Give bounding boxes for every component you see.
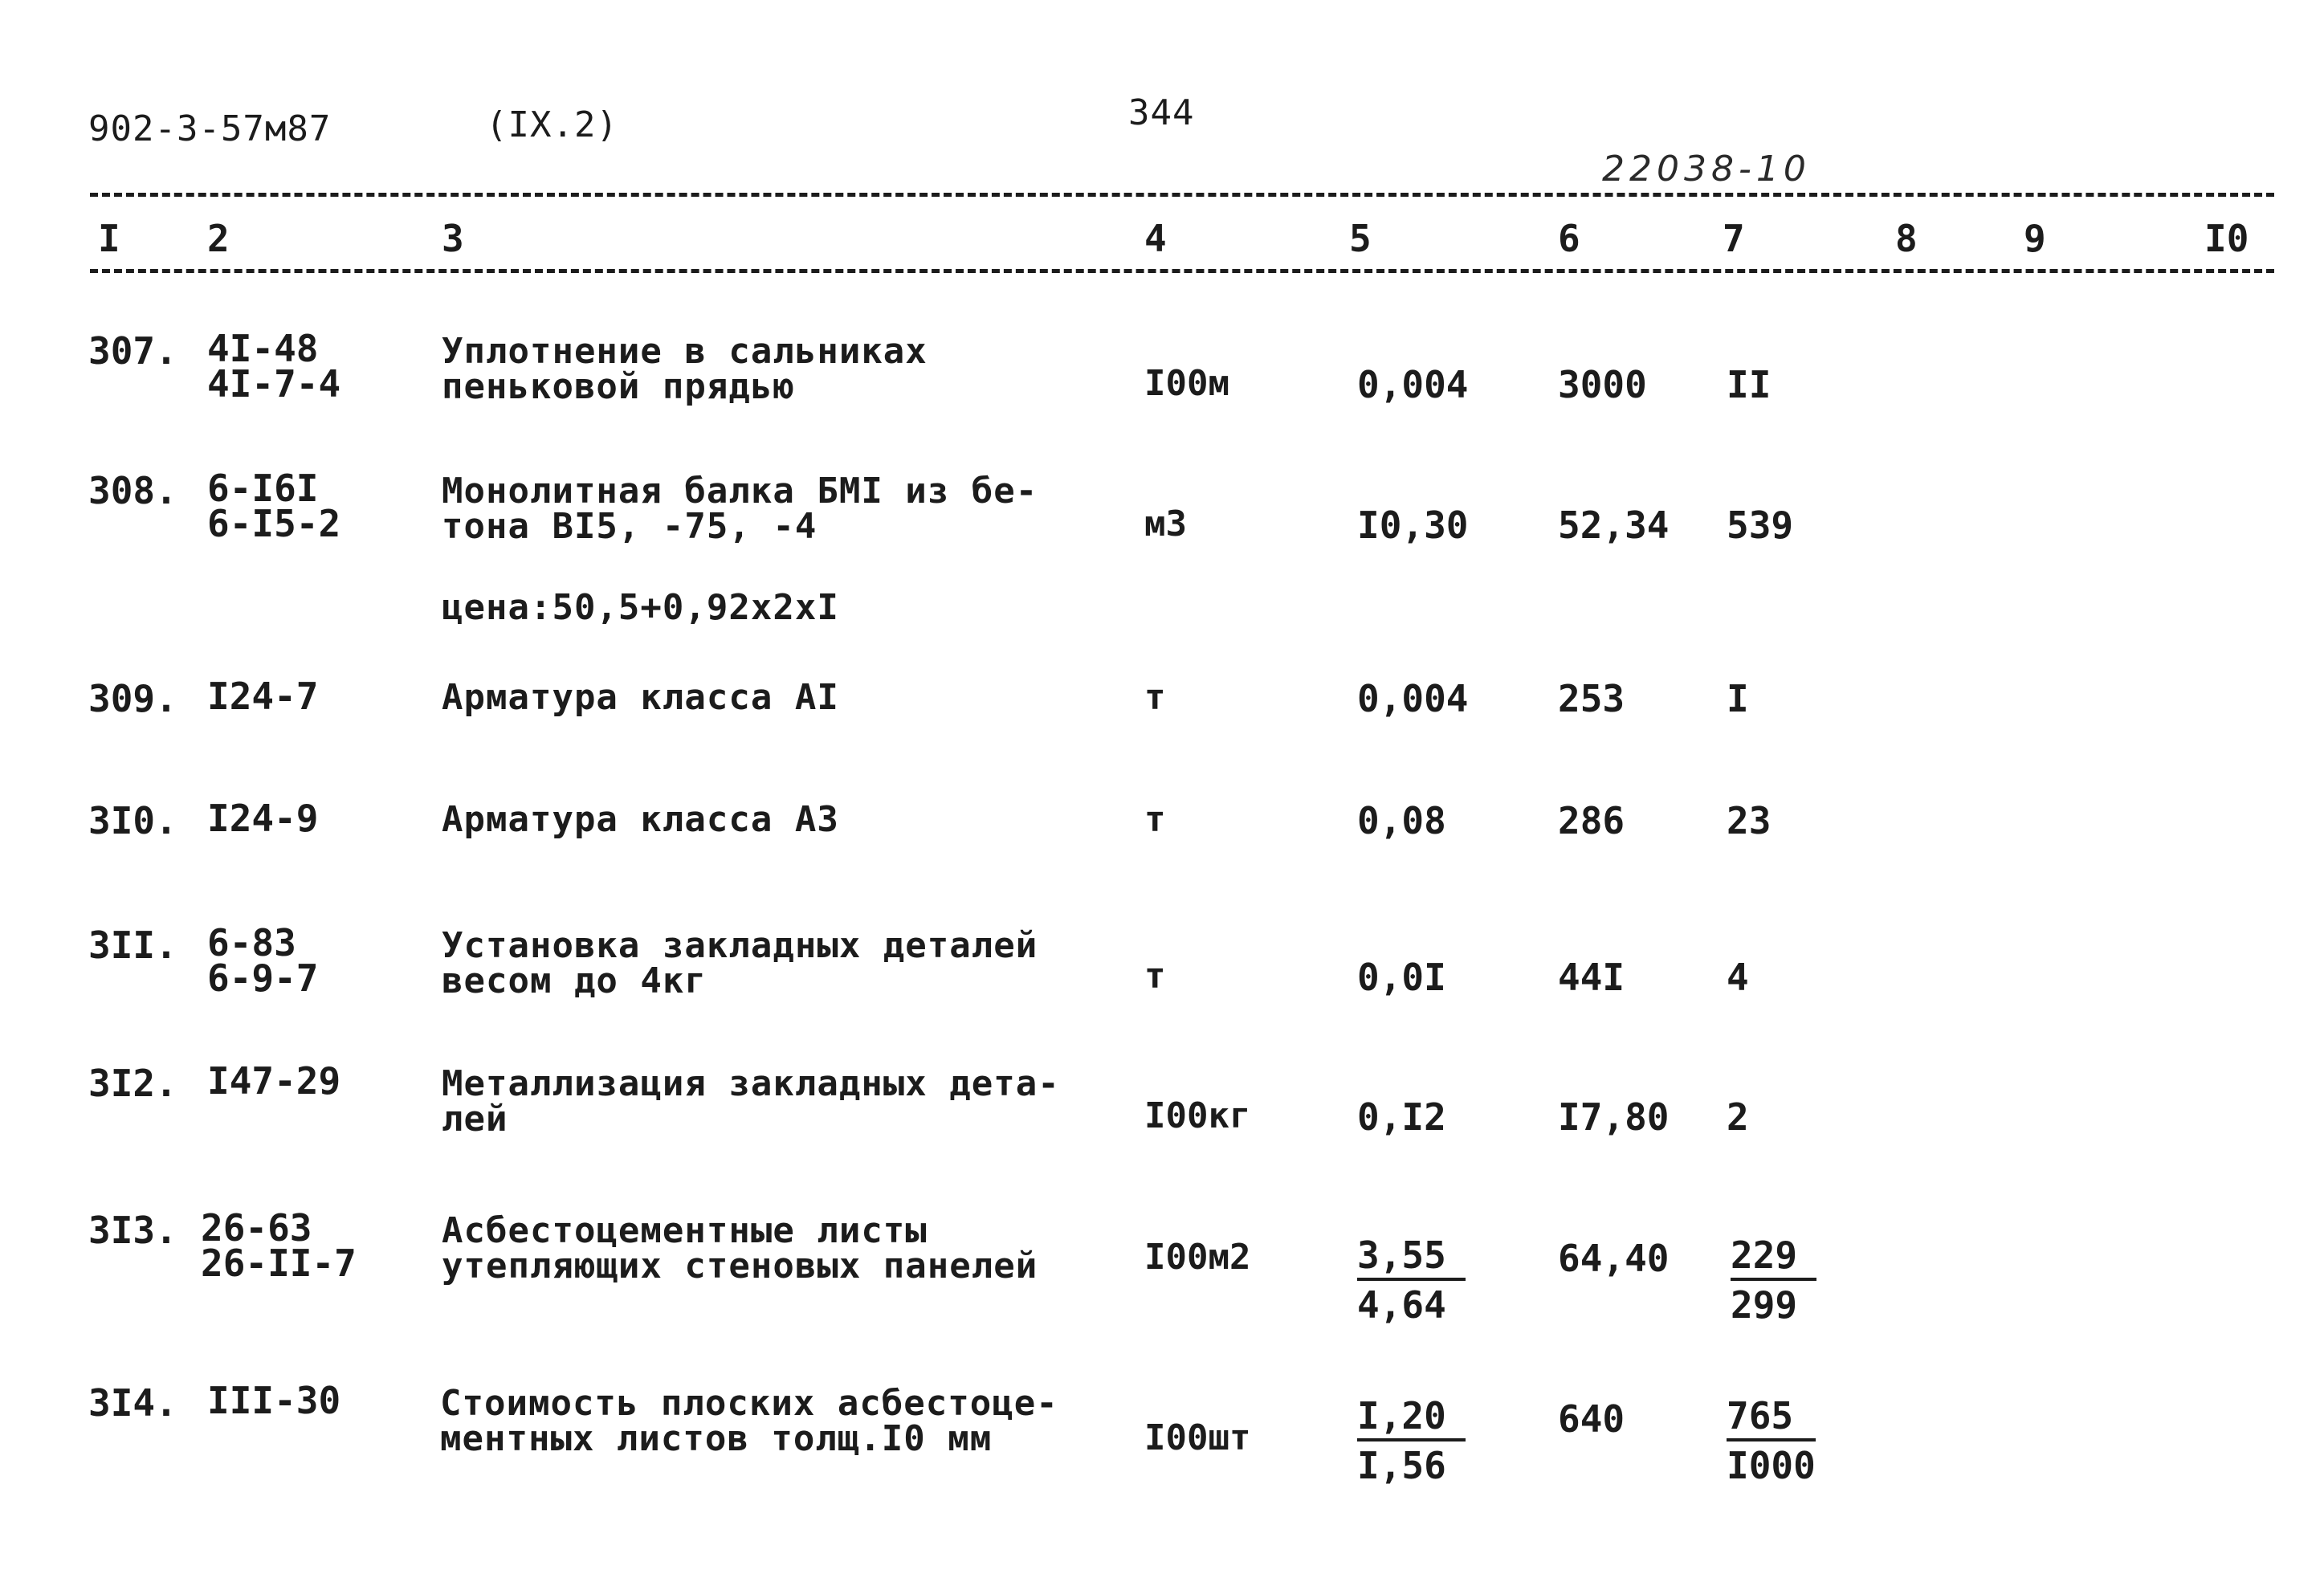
header-top-rule xyxy=(90,193,2274,197)
quantity-denominator: I,56 xyxy=(1357,1444,1446,1487)
column-number: 6 xyxy=(1558,217,1580,260)
total-denominator: 299 xyxy=(1731,1283,1798,1327)
quantity: 0,I2 xyxy=(1357,1095,1446,1139)
row-number: 3I2. xyxy=(88,1062,177,1105)
page-number: 344 xyxy=(1128,92,1195,133)
unit-of-measure: I00шт xyxy=(1144,1417,1251,1458)
quantity: 0,08 xyxy=(1357,799,1446,842)
quantity-fraction xyxy=(1357,1233,1466,1329)
unit-of-measure: I00м xyxy=(1144,363,1229,404)
norm-code: 4I-48 4I-7-4 xyxy=(207,327,341,406)
norm-code: I24-9 xyxy=(207,797,319,840)
section-label: (IX.2) xyxy=(486,104,618,145)
work-description: Металлизация закладных дета- лей xyxy=(442,1063,1060,1140)
column-number: 5 xyxy=(1349,217,1372,260)
row-number: 3I0. xyxy=(88,799,177,842)
header-bottom-rule xyxy=(90,269,2274,273)
total-cost: 2 xyxy=(1727,1095,1749,1139)
total-cost: 23 xyxy=(1727,799,1772,842)
total-numerator: 765 xyxy=(1727,1393,1816,1441)
work-description: Арматура класса АI xyxy=(442,677,839,718)
unit-price: 52,34 xyxy=(1558,504,1670,547)
total-fraction xyxy=(1731,1233,1816,1329)
quantity: I0,30 xyxy=(1357,504,1469,547)
row-number: 3II. xyxy=(88,924,177,967)
total-denominator: I000 xyxy=(1727,1444,1816,1487)
norm-code: 6-I6I 6-I5-2 xyxy=(207,467,341,545)
column-number: 8 xyxy=(1895,217,1918,260)
work-description: Стоимость плоских асбестоце- ментных листов толщ.I0 мм xyxy=(440,1383,1058,1459)
unit-price: 253 xyxy=(1558,677,1625,720)
work-description: Асбестоцементные листы утепляющих стеновых панелей xyxy=(442,1210,1038,1287)
column-number: I0 xyxy=(2204,217,2249,260)
unit-of-measure: т xyxy=(1144,799,1166,840)
unit-of-measure: т xyxy=(1144,956,1166,997)
work-description: Уплотнение в сальниках пеньковой прядью xyxy=(442,331,928,407)
unit-price: 3000 xyxy=(1558,363,1647,406)
row-number: 307. xyxy=(88,329,177,373)
total-cost: II xyxy=(1727,363,1772,406)
row-number: 308. xyxy=(88,469,177,512)
unit-of-measure: м3 xyxy=(1144,504,1187,544)
norm-code: 6-83 6-9-7 xyxy=(207,921,319,1000)
unit-price: 286 xyxy=(1558,799,1625,842)
total-cost: 539 xyxy=(1727,504,1794,547)
row-number: 3I3. xyxy=(88,1209,177,1252)
total-fraction xyxy=(1727,1393,1816,1490)
unit-price: I7,80 xyxy=(1558,1095,1670,1139)
unit-of-measure: т xyxy=(1144,677,1166,718)
quantity-numerator: 3,55 xyxy=(1357,1233,1466,1281)
unit-of-measure: I00кг xyxy=(1144,1095,1251,1136)
work-description: Арматура класса А3 xyxy=(442,799,839,840)
norm-code: 26-63 26-II-7 xyxy=(201,1206,357,1285)
norm-code: III-30 xyxy=(207,1379,341,1422)
unit-price: 640 xyxy=(1558,1397,1625,1441)
quantity-denominator: 4,64 xyxy=(1357,1283,1446,1327)
total-cost: 4 xyxy=(1727,956,1749,999)
quantity: 0,004 xyxy=(1357,677,1469,720)
registration-stamp: 22038-10 xyxy=(1602,149,1811,190)
total-cost: I xyxy=(1727,677,1749,720)
unit-price: 44I xyxy=(1558,956,1625,999)
document-code: 902-3-57м87 xyxy=(88,108,332,149)
column-number: I xyxy=(98,217,120,260)
norm-code: I24-7 xyxy=(207,675,319,718)
unit-price: 64,40 xyxy=(1558,1237,1670,1280)
column-number: 7 xyxy=(1723,217,1745,260)
quantity-fraction xyxy=(1357,1393,1466,1490)
quantity: 0,0I xyxy=(1357,956,1446,999)
column-number: 2 xyxy=(207,217,230,260)
column-number: 3 xyxy=(442,217,464,260)
work-description: Монолитная балка БМI из бе- тона BI5, -75, -4 xyxy=(442,471,1038,547)
norm-code: I47-29 xyxy=(207,1059,341,1103)
quantity: 0,004 xyxy=(1357,363,1469,406)
column-number: 9 xyxy=(2024,217,2046,260)
work-description: Установка закладных деталей весом до 4кг xyxy=(442,925,1038,1001)
column-number: 4 xyxy=(1144,217,1167,260)
price-note: цена:50,5+0,92х2хI xyxy=(442,587,839,628)
row-number: 309. xyxy=(88,677,177,720)
row-number: 3I4. xyxy=(88,1381,177,1425)
quantity-numerator: I,20 xyxy=(1357,1393,1466,1441)
total-numerator: 229 xyxy=(1731,1233,1816,1281)
unit-of-measure: I00м2 xyxy=(1144,1237,1251,1278)
